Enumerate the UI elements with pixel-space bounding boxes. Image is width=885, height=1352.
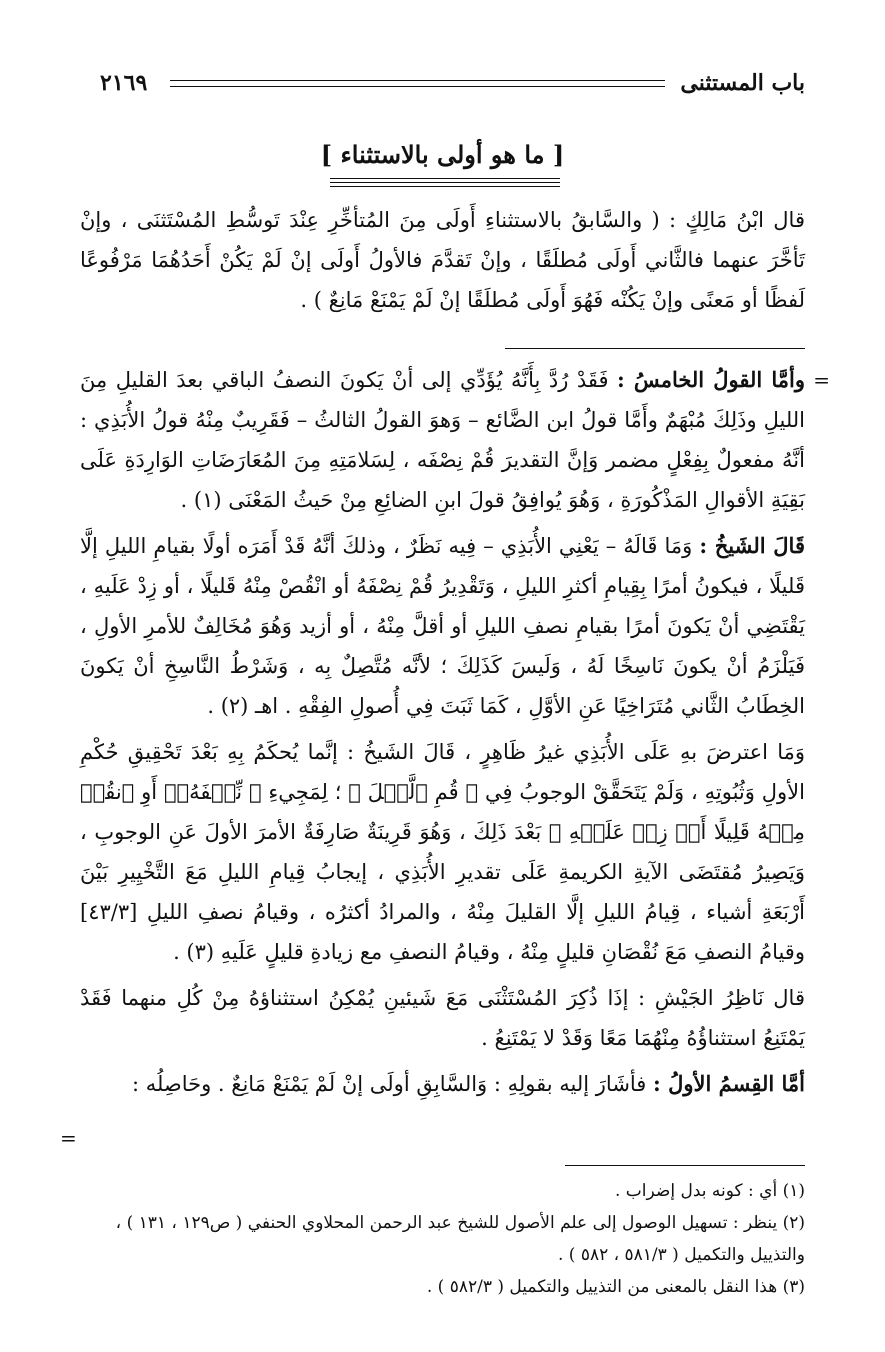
continuation-mark-start: =	[813, 368, 830, 392]
header-rule	[170, 80, 665, 87]
paragraph-text: فأشَارَ إليه بقولِهِ : وَالسَّابِقِ أولَى إنْ لَمْ يَمْنَعْ مَانِعٌ . وحَاصِلُه :	[131, 1072, 647, 1096]
paragraph	[80, 526, 805, 726]
paragraph-text: وَمَا اعترضَ بهِ عَلَى الأُبَذِي غيرُ ظَاهِرٍ ، قَالَ الشَيخُ : إنَّما يُحكَمُ بِهِ بَعْدَ تَحْقِيقِ حُكْمِ الأولِ وَثُبُوتِهِ ، وَلَمْ يَتَحَقَّقْ الوجوبُ فِي ﴿ قُمِ ٱلَّيۡلَ ﴾ ؛ لِمَجِيءِ ﴿ نِّصۡفَهُۥٓ أَوِ ٱنقُصۡ مِنۡهُ قَلِيلًا أَوۡ زِدۡ عَلَيۡهِ ﴾ بَعْدَ ذَلِكَ ، وَهُوَ قَرِينَةٌ صَارِفَةٌ الأمرَ الأولَ عَنِ الوجوبِ ، وَيَصِيرُ مُقتَضَى الآيةِ الكريمةِ عَلَى تقديرِ الأُبَذِي ، إيجابُ قِيامِ الليلِ مَعَ التَّخْيِيرِ بَيْنَ أَرْبَعَةِ أشياء ، قِيامُ الليلِ إلَّا القليلَ مِنْهُ ، والمرادُ أكثرُه ، وقيامُ نصفِ الليلِ [٤٣/٣] وقيامُ النصفِ مَعَ نُقْصَانِ قليلٍ مِنْهُ ، وقيامُ النصفِ مع زيادةِ قليلٍ عَلَيهِ (٣) .	[80, 740, 805, 964]
footnote: (٣) هذا النقل بالمعنى من التذييل والتكميل ( ٥٨٢/٣ ) .	[426, 1277, 805, 1297]
paragraph-lead: وأمَّا القولُ الخامسُ :	[617, 367, 806, 392]
paragraph-text: وَمَا قَالَهُ – يَعْنِي الأُبَذِي – فِيه نَظَرٌ ، وذلكَ أنَّهُ قَدْ أَمَرَه أولًا بقيامِ الليلِ إلَّا قَليلًا ، فيكونُ أمرًا بِقِيامِ أكثرِ الليلِ ، وَتَقْدِيرُ قُمْ نِصْفَهُ أو انْقُصْ مِنْهُ قَليلًا ، أو زِدْ عَلَيهِ ، يَقْتَضِي أنْ يَكونَ أمرًا بقيامِ نصفِ الليلِ أو أقلَّ مِنْهُ ، أو أزيد وَهُوَ مُخَالِفٌ للأمرِ الأولِ ، فَيَلْزَمُ أنْ يكونَ نَاسِخًا لَهُ ، وَلَيسَ كَذَلِكَ ؛ لأنَّه مُتَّصِلٌ بِه ، وَشَرْطُ النَّاسِخِ أنْ يَكونَ الخِطَابُ الثَّاني مُتَرَاخِيًا عَنِ الأوَّلِ ، كَمَا ثَبَتَ فِي أُصولِ الفِقْهِ . اهـ (٢) .	[80, 534, 806, 718]
paragraph	[80, 978, 805, 1058]
footnote: (٢) ينظر : تسهيل الوصول إلى علم الأصول للشيخ عبد الرحمن المحلاوي الحنفي ( ص١٢٩ ، ١٣١ ) ، والتذييل والتكميل ( ٥٨١/٣ ، ٥٨٢ ) .	[115, 1213, 805, 1265]
title-underline	[330, 178, 560, 190]
paragraph-lead: قَالَ الشَيخُ :	[699, 533, 805, 558]
paragraph	[80, 732, 805, 972]
commentary	[80, 360, 805, 1110]
page-number: ٢١٦٩	[100, 70, 148, 96]
paragraph	[80, 1064, 805, 1104]
page-header	[100, 70, 805, 100]
footnote-rule	[565, 1165, 805, 1166]
footnote: (١) أي : كونه بدل إضراب .	[615, 1181, 805, 1201]
matn-divider	[505, 348, 805, 349]
section-title: [ ما هو أولى بالاستثناء ]	[320, 140, 565, 169]
paragraph-text: فَقَدْ رُدَّ بِأَنَّهُ يُؤَدِّي إلى أنْ يَكونَ النصفُ الباقي بعدَ القليلِ مِنَ الليلِ وذَلِكَ مُبْهَمٌ وأَمَّا قولُ ابن الضَّائع – وَهوَ القولُ الثالثُ – فَقَرِيبٌ مِنْهُ قولُ الأُبَذِي : أنَّهُ مفعولٌ بِفِعْلٍ مضمر وَإنَّ التقديرَ قُمْ نِصْفَه ، لِسَلامَتِهِ مِنَ المُعَارَضَاتِ الوَارِدَةِ عَلَى بَقِيَةِ الأقوالِ المَذْكُورَةِ ، وَهُوَ يُوافِقُ قولَ ابنِ الضائِعِ مِنْ حَيثُ المَعْنَى (١) .	[80, 368, 805, 512]
matn-quote	[80, 200, 805, 328]
footnotes	[80, 1175, 805, 1303]
continuation-mark-end: =	[60, 1126, 77, 1150]
quote-text: قال ابْنُ مَالِكٍ : ( والسَّابقُ بالاستثناءِ أَولَى مِنَ المُتأخِّرِ عِنْدَ تَوسُّطِ المُسْتَثنَى ، وإنْ تَأخَّرَ عنهما فالثَّاني أَولَى مُطلَقًا ، وإنْ تَقدَّمَ فالأولُ أَولَى إنْ لَمْ يَكُنْ أَحَدُهُمَا مَرْفُوعًا لَفظًا أو مَعنًى وإنْ يَكُنْه فَهُوَ أَولَى مُطلَقًا إنْ لَمْ يَمْنَعْ مَانِعٌ ) .	[80, 208, 805, 312]
running-title: باب المستثنى	[680, 70, 805, 96]
paragraph-text: قال نَاظِرُ الجَيْشِ : إذَا ذُكِرَ المُسْتَثْنَى مَعَ شَيئينِ يُمْكِنُ استثناؤهُ مِنْ كُلِ منهما فَقَدْ يَمْتَنِعُ استثناؤُهُ مِنْهُمَا مَعًا وَقَدْ لا يَمْتَنِعُ .	[80, 986, 805, 1050]
paragraph	[80, 360, 805, 520]
paragraph-lead: أمَّا القِسمُ الأولُ :	[653, 1071, 805, 1096]
